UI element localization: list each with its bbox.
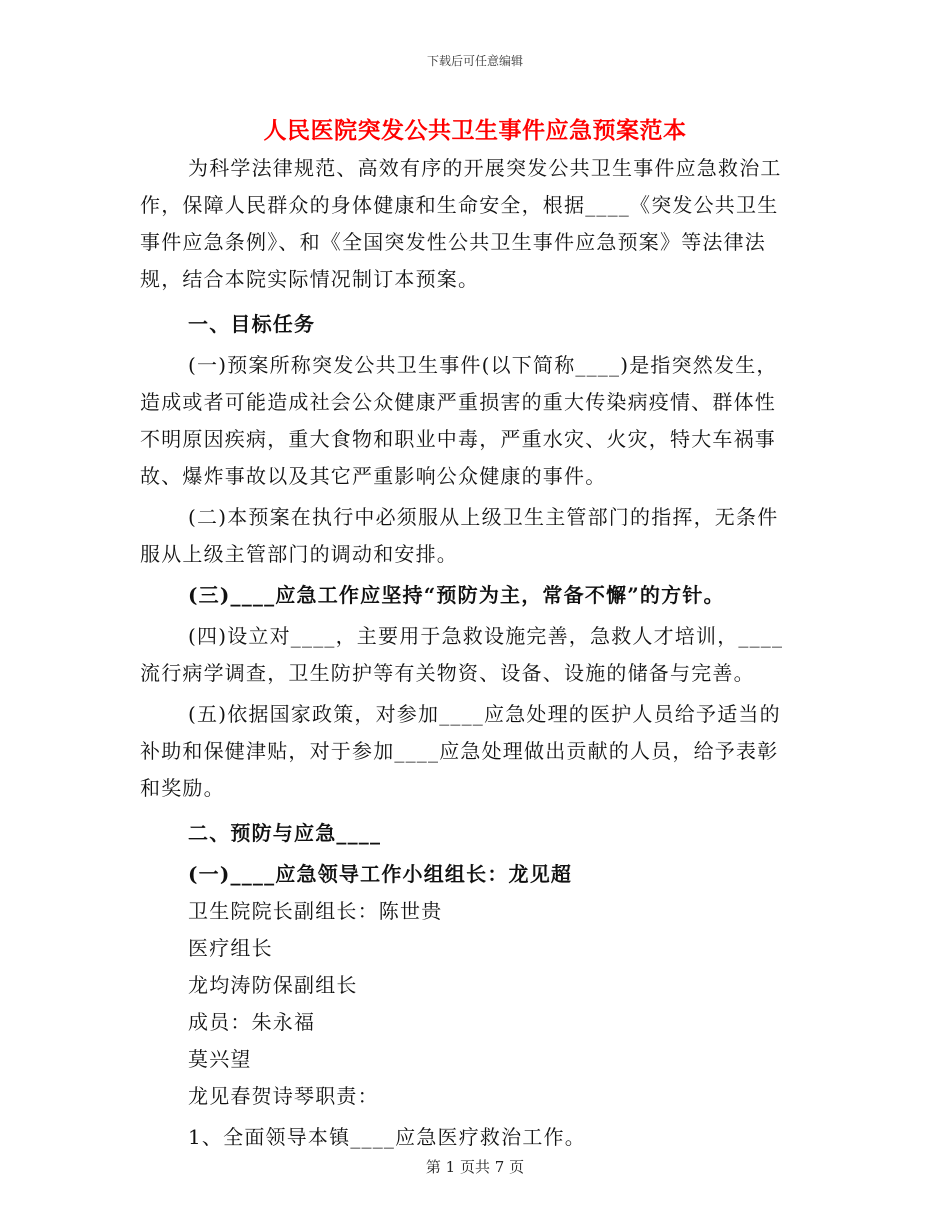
s1-item-1: (一)预案所称突发公共卫生事件(以下简称____)是指突然发生，造成或者可能造成社会公众健康严重损害的重大传染病疫情、群体性不明原因疾病，重大食物和职业中毒，严重水灾、火灾，特大车祸事故、爆炸事故以及其它严重影响公众健康的事件。	[140, 353, 778, 488]
s1-item-2: (二)本预案在执行中必须服从上级卫生主管部门的指挥，无条件服从上级主管部门的调动和安排。	[140, 505, 779, 566]
duty-item-1: 1、全面领导本镇____应急医疗救治工作。	[188, 1125, 586, 1149]
s2-item-1: (一)____应急领导工作小组组长：龙见超	[188, 862, 573, 886]
intro-paragraph: 为科学法律规范、高效有序的开展突发公共卫生事件应急救治工作，保障人民群众的身体健康和生命安全，根据____《突发公共卫生事件应急条例》、和《全国突发性公共卫生事件应急预案》等法律法规，结合本院实际情况制订本预案。	[140, 156, 782, 291]
document-body	[140, 150, 795, 1156]
member-line-3: 龙见春贺诗琴职责：	[188, 1084, 379, 1108]
page-footer: 第 1 页共 7 页	[425, 1158, 525, 1176]
leader-line-2: 医疗组长	[188, 936, 273, 960]
s1-item-5: (五)依据国家政策，对参加____应急处理的医护人员给予适当的补助和保健津贴，对于参加____应急处理做出贡献的人员，给予表彰和奖励。	[140, 702, 781, 800]
leader-line-3: 龙均涛防保副组长	[188, 973, 358, 997]
page-header: 下载后可任意编辑	[426, 54, 523, 68]
s1-item-4: (四)设立对____，主要用于急救设施完善，急救人才培训，____流行病学调查，卫生防护等有关物资、设备、设施的储备与完善。	[140, 624, 784, 685]
leader-line-1: 卫生院院长副组长：陈世贵	[188, 899, 443, 923]
document-title: 人民医院突发公共卫生事件应急预案范本	[263, 117, 687, 144]
section1-heading: 一、目标任务	[188, 312, 316, 336]
member-line-2: 莫兴望	[188, 1047, 252, 1071]
member-line-1: 成员：朱永福	[188, 1010, 316, 1034]
s1-item-3: (三)____应急工作应坚持“预防为主，常备不懈”的方针。	[188, 583, 725, 607]
section2-heading: 二、预防与应急____	[188, 821, 382, 845]
